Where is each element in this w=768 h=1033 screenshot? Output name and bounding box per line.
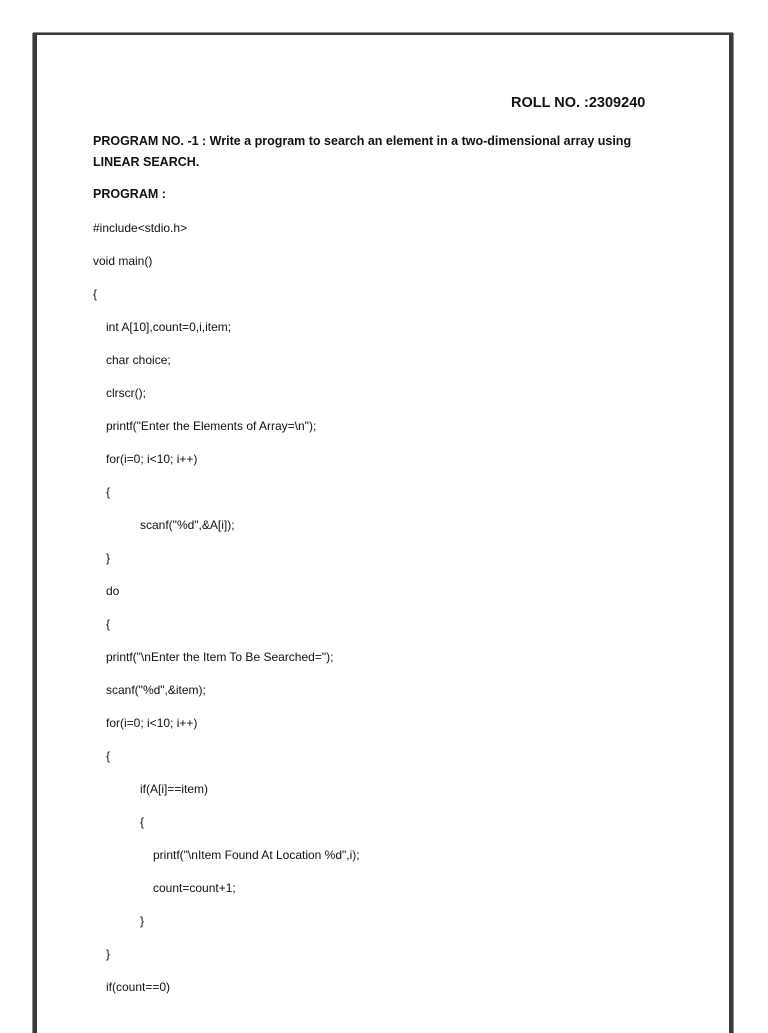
code-line: } xyxy=(106,551,111,565)
code-line: { xyxy=(106,617,111,631)
code-line: for(i=0; i<10; i++) xyxy=(106,452,198,466)
code-line: { xyxy=(106,749,111,763)
roll-number: ROLL NO. :2309240 xyxy=(511,95,646,111)
code-line: do xyxy=(106,584,120,598)
code-line: scanf("%d",&item); xyxy=(106,683,206,697)
program-label: PROGRAM : xyxy=(93,187,166,201)
code-line: printf("\nEnter the Item To Be Searched="); xyxy=(106,650,334,664)
code-line: for(i=0; i<10; i++) xyxy=(106,716,198,730)
code-line: printf("Enter the Elements of Array=\n"); xyxy=(106,419,317,433)
code-line: void main() xyxy=(93,254,153,268)
code-line: { xyxy=(106,485,111,499)
code-line: scanf("%d",&A[i]); xyxy=(140,518,235,532)
code-line: count=count+1; xyxy=(153,881,236,895)
code-line: if(count==0) xyxy=(106,980,171,994)
code-line: { xyxy=(140,815,145,829)
code-line: char choice; xyxy=(106,353,171,367)
code-line: } xyxy=(106,947,111,961)
code-line: printf("\nItem Found At Location %d",i); xyxy=(153,848,360,862)
code-line: if(A[i]==item) xyxy=(140,782,209,796)
code-line: int A[10],count=0,i,item; xyxy=(106,320,232,334)
code-line: clrscr(); xyxy=(106,386,146,400)
code-line: } xyxy=(140,914,145,928)
code-block xyxy=(93,219,693,1011)
program-heading: PROGRAM NO. -1 : Write a program to search an element in a two-dimensional array using LINEAR SEARCH. xyxy=(93,134,632,169)
code-line: #include<stdio.h> xyxy=(93,221,188,235)
code-line: { xyxy=(93,287,98,301)
